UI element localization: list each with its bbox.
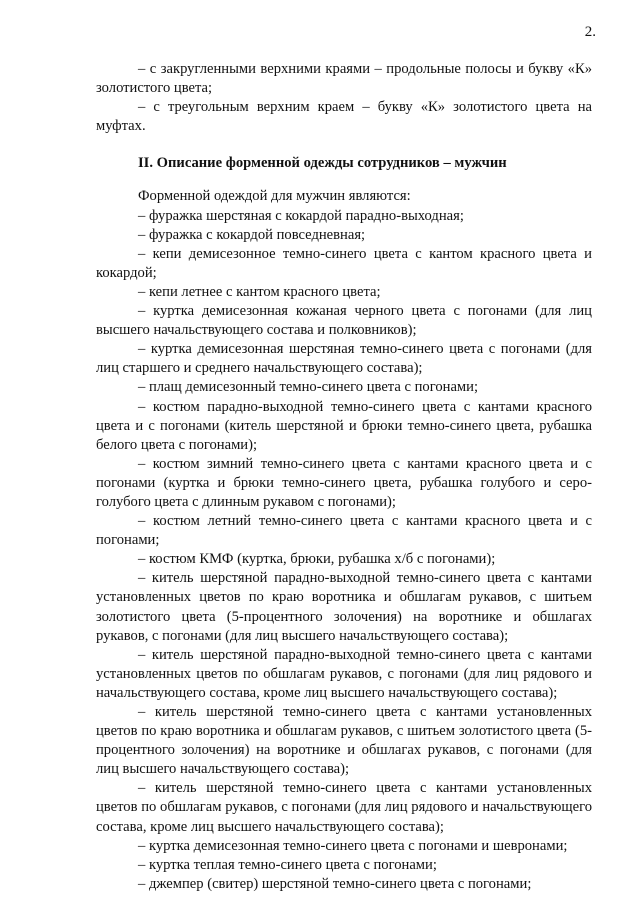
list-item: – джемпер (свитер) шерстяной темно-синего цвета с погонами;: [138, 875, 532, 892]
list-item: – костюм КМФ (куртка, брюки, рубашка х/б с погонами);: [138, 551, 496, 568]
section-title: II. Описание форменной одежды сотрудников – мужчин: [138, 155, 507, 172]
list-item: – фуражка шерстяная с кокардой парадно-выходная;: [138, 207, 464, 224]
page-number: 2.: [584, 24, 596, 40]
list-item: – плащ демисезонный темно-синего цвета с погонами;: [138, 379, 479, 396]
section-intro: Форменной одеждой для мужчин являются:: [138, 188, 411, 205]
list-item: – куртка демисезонная кожаная черного цвета с погонами (для лиц высшего начальствующего состава и полковников);: [96, 303, 592, 339]
list-item: – китель шерстяной парадно-выходной темно-синего цвета с кантами установленных цветов по краю воротника и обшлагам рукавов, с шитьем золотистого цвета (5-процентного золочения) на воротнике и обшлагах рукавов, с погонами (для лиц высшего начальствующего состава);: [96, 570, 592, 644]
list-item: – куртка демисезонная шерстяная темно-синего цвета с погонами (для лиц старшего и среднего начальствующего состава);: [96, 341, 592, 377]
list-item: – костюм парадно-выходной темно-синего цвета с кантами красного цвета и с погонами (китель шерстяной и брюки темно-синего цвета, рубашка белого цвета с погонами);: [96, 398, 592, 453]
list-item: – куртка теплая темно-синего цвета с погонами;: [138, 856, 437, 873]
list-item: – куртка демисезонная темно-синего цвета с погонами и шевронами;: [138, 837, 568, 854]
document-body: [96, 60, 592, 894]
top-item: – с треугольным верхним краем – букву «К» золотистого цвета на муфтах.: [96, 99, 592, 135]
list-item: – костюм летний темно-синего цвета с кантами красного цвета и с погонами;: [96, 513, 592, 549]
list-item: – китель шерстяной темно-синего цвета с кантами установленных цветов по обшлагам рукавов, с погонами (для лиц рядового и начальствующего состава, кроме лиц высшего начальствующего состава);: [96, 780, 592, 835]
list-item: – костюм зимний темно-синего цвета с кантами красного цвета и с погонами (куртка и брюки темно-синего цвета, рубашка голубого и серо-голубого цвета с длинным рукавом с погонами);: [96, 455, 592, 510]
list-item: – китель шерстяной темно-синего цвета с кантами установленных цветов по краю воротника и обшлагам рукавов, с шитьем золотистого цвета (5-процентного золочения) на воротнике и обшлагах рукавов, с погонами (для лиц высшего начальствующего состава);: [96, 704, 592, 778]
list-item: – китель шерстяной парадно-выходной темно-синего цвета с кантами установленных цветов по обшлагам рукавов, с погонами (для лиц рядового и начальствующего состава, кроме лиц высшего начальствующего состава);: [96, 646, 592, 701]
top-item: – с закругленными верхними краями – продольные полосы и букву «К» золотистого цвета;: [96, 61, 592, 97]
list-item: – кепи летнее с кантом красного цвета;: [138, 283, 381, 300]
list-item: – кепи демисезонное темно-синего цвета с кантом красного цвета и кокардой;: [96, 245, 592, 281]
list-item: – фуражка с кокардой повседневная;: [138, 226, 366, 243]
